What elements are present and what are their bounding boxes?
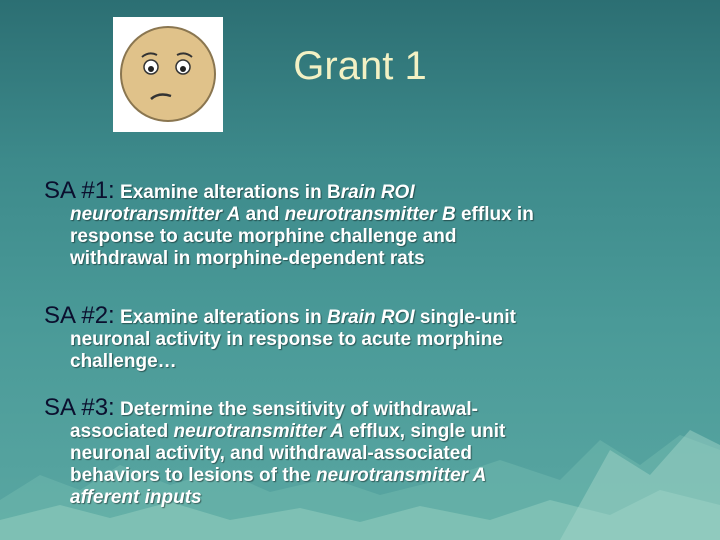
aim-label: SA #1:: [44, 177, 115, 204]
aim-label: SA #2:: [44, 302, 115, 329]
slide-title: Grant 1: [293, 44, 427, 88]
specific-aim-2: SA #2: Examine alterations in Brain ROI single-unit neuronal activity in response to acute morphine challenge…: [44, 305, 684, 373]
aim-line: neuronal activity, and withdrawal-associated: [70, 443, 472, 464]
aim-line: challenge…: [70, 351, 177, 372]
aim-line: response to acute morphine challenge and: [70, 226, 457, 247]
aim-line: associated neurotransmitter A efflux, single unit: [70, 421, 506, 442]
aim-line: afferent inputs: [70, 487, 202, 508]
specific-aim-3: SA #3: Determine the sensitivity of withdrawal- associated neurotransmitter A efflux, single unit neuronal activity, and withdrawal-associated behaviors to lesions of the neurotransmitter A afferent inputs: [44, 397, 684, 509]
aim-line: behaviors to lesions of the neurotransmitter A: [70, 465, 487, 486]
aim-line: withdrawal in morphine-dependent rats: [70, 248, 425, 269]
aim-line: neurotransmitter A and neurotransmitter B efflux in: [70, 204, 534, 225]
aim-line: neuronal activity in response to acute morphine: [70, 329, 503, 350]
worried-face-image: [113, 17, 223, 132]
aim-label: SA #3:: [44, 394, 115, 421]
specific-aim-1: SA #1: Examine alterations in Brain ROI neurotransmitter A and neurotransmitter B efflux in response to acute morphine challenge and withdrawal in morphine-dependent rats: [44, 180, 684, 270]
worried-face-icon: [113, 17, 223, 132]
